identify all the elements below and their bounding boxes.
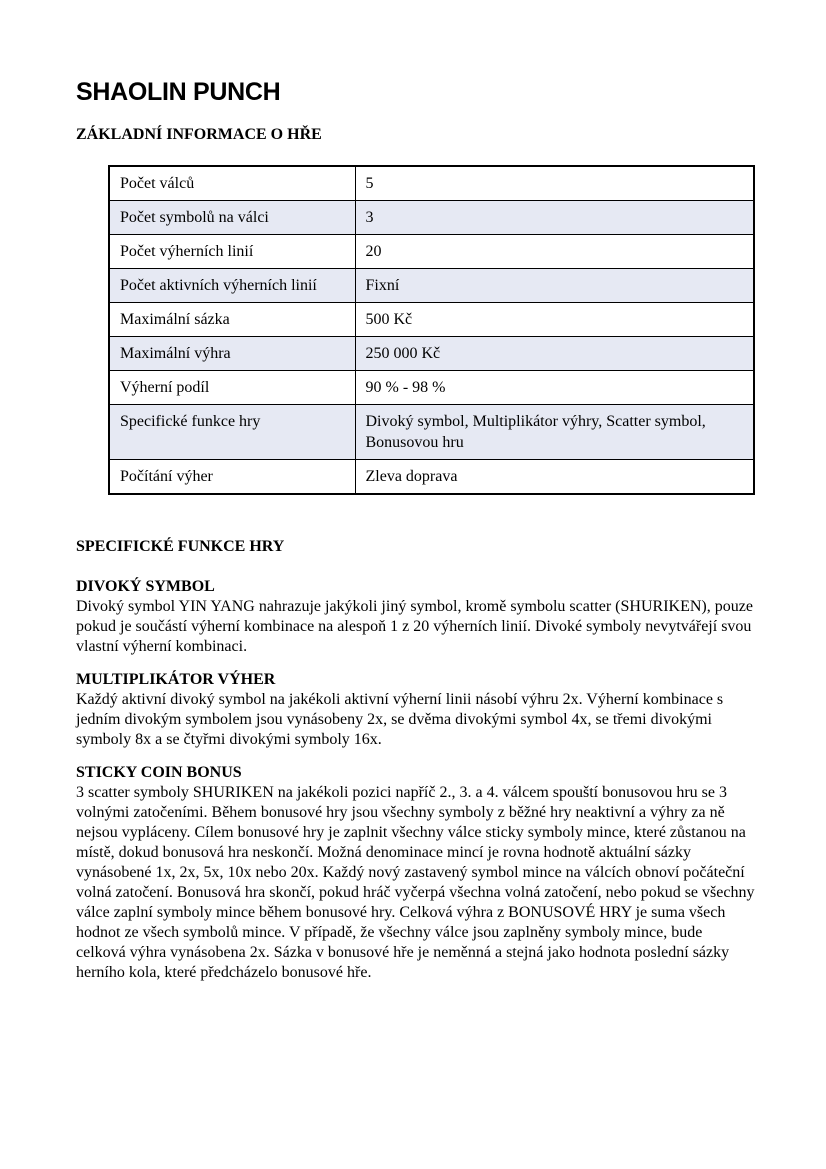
info-label: Počítání výher	[109, 460, 355, 495]
info-value: Divoký symbol, Multiplikátor výhry, Scatter symbol, Bonusovou hru	[355, 405, 754, 460]
table-row	[109, 235, 754, 269]
game-info-table	[108, 165, 755, 495]
page-title: SHAOLIN PUNCH	[76, 78, 281, 106]
table-row	[109, 201, 754, 235]
section-heading: STICKY COIN BONUS	[76, 764, 242, 781]
table-row	[109, 303, 754, 337]
info-value: Zleva doprava	[355, 460, 754, 495]
info-label: Počet symbolů na válci	[109, 201, 355, 235]
section-body: 3 scatter symboly SHURIKEN na jakékoli pozici napříč 2., 3. a 4. válcem spouští bonusovou hru se 3 volnými zatočeními. Během bonusové hry jsou všechny symboly z běžné hry neaktivní a výhry za ně nejsou vypláceny. Cílem bonusové hry je zaplnit všechny válce sticky symboly mince, které zůstanou na místě, dokud bonusová hra neskončí. Možná denominace mincí je rovna hodnotě aktuální sázky vynásobené 1x, 2x, 5x, 10x nebo 20x. Každý nový zastavený symbol mince na válcích obnoví počáteční volná zatočení. Bonusová hra skončí, pokud hráč vyčerpá všechna volná zatočení, nebo pokud se všechny válce zaplní symboly mince během bonusové hry. Celková výhra z BONUSOVÉ HRY je suma všech hodnot ze všech symbolů mince. V případě, že všechny válce jsou zaplněny symboly mince, bude celková výhra vynásobena 2x. Sázka v bonusové hře je neměnná a stejná jako hodnota poslední sázky herního kola, které předcházelo bonusové hře.	[76, 784, 755, 981]
info-value: 20	[355, 235, 754, 269]
info-value: 3	[355, 201, 754, 235]
section-heading: DIVOKÝ SYMBOL	[76, 578, 215, 595]
section-body: Každý aktivní divoký symbol na jakékoli aktivní výherní linii násobí výhru 2x. Výherní kombinace s jedním divokým symbolem jsou vynásobeny 2x, se dvěma divokými symbol 4x, se třemi divokými symboly 8x a se čtyřmi divokými symboly 16x.	[76, 691, 724, 748]
table-row	[109, 460, 754, 495]
info-label: Výherní podíl	[109, 371, 355, 405]
section-win-multiplier	[76, 669, 755, 750]
specific-functions-heading: SPECIFICKÉ FUNKCE HRY	[76, 538, 285, 555]
info-label: Počet válců	[109, 166, 355, 201]
info-label: Maximální výhra	[109, 337, 355, 371]
info-value: 90 % - 98 %	[355, 371, 754, 405]
table-row	[109, 269, 754, 303]
info-value: Fixní	[355, 269, 754, 303]
table-row	[109, 337, 754, 371]
section-wild-symbol	[76, 576, 755, 657]
game-info-table-body	[109, 166, 754, 494]
info-label: Počet výherních linií	[109, 235, 355, 269]
section-body: Divoký symbol YIN YANG nahrazuje jakýkoli jiný symbol, kromě symbolu scatter (SHURIKEN), pouze pokud je součástí výherní kombinace na alespoň 1 z 20 výherních linií. Divoké symboly nevytvářejí svou vlastní výherní kombinaci.	[76, 598, 753, 655]
info-value: 5	[355, 166, 754, 201]
table-row	[109, 371, 754, 405]
section-sticky-coin-bonus	[76, 762, 755, 983]
table-row	[109, 405, 754, 460]
section-heading: MULTIPLIKÁTOR VÝHER	[76, 671, 276, 688]
info-label: Maximální sázka	[109, 303, 355, 337]
info-label: Počet aktivních výherních linií	[109, 269, 355, 303]
table-row	[109, 166, 754, 201]
basic-info-heading: ZÁKLADNÍ INFORMACE O HŘE	[76, 126, 322, 143]
info-value: 250 000 Kč	[355, 337, 754, 371]
info-value: 500 Kč	[355, 303, 754, 337]
info-label: Specifické funkce hry	[109, 405, 355, 460]
